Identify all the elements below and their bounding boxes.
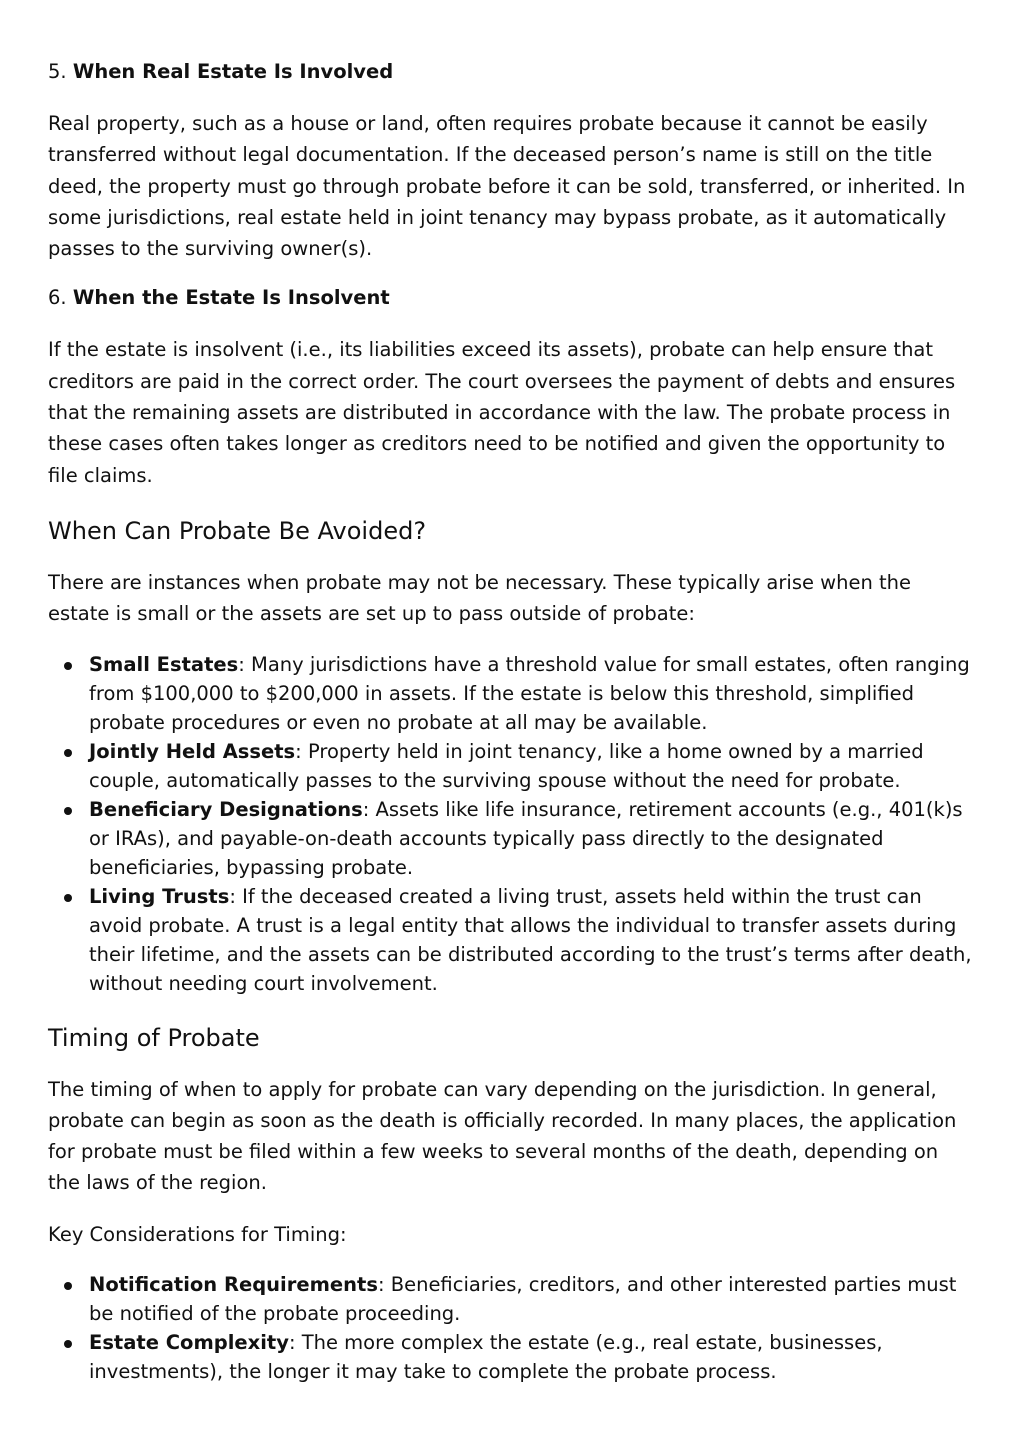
list-item-term: Small Estates [89, 652, 239, 676]
timing-body: The timing of when to apply for probate can vary depending on the jurisdiction. In general, probate can begin as soon as the death is officially recorded. In many places, the application for probate must be filed within a few weeks to several months of the death, depending on the laws of the region. [48, 1077, 957, 1195]
bullet-icon [64, 1282, 72, 1290]
section-6-heading [48, 284, 976, 312]
list-item [48, 1328, 976, 1386]
avoid-intro: There are instances when probate may not be necessary. These typically arise when the estate is small or the assets are set up to pass outside of probate: [48, 570, 912, 626]
section-6-number: 6. [48, 286, 67, 310]
list-item [48, 882, 976, 998]
list-item [48, 737, 976, 795]
section-5-body: Real property, such as a house or land, often requires probate because it cannot be easily transferred without legal documentation. If the deceased person’s name is still on the title deed, the property must go through probate before it can be sold, transferred, or inherited. In some jurisdictions, real estate held in joint tenancy may bypass probate, as it automatically passes to the surviving owner(s). [48, 112, 966, 261]
list-item-term: Beneficiary Designations [89, 797, 363, 821]
timing-list [48, 1270, 976, 1386]
bullet-icon [64, 662, 72, 670]
timing-heading: Timing of Probate [48, 1023, 260, 1052]
list-item-term: Notification Requirements [89, 1273, 378, 1297]
bullet-icon [64, 1340, 72, 1348]
list-item-text: : The more complex the estate (e.g., real estate, businesses, investments), the longer it may take to complete the probate process. [89, 1331, 883, 1384]
avoid-heading: When Can Probate Be Avoided? [48, 516, 427, 545]
list-item-text: : If the deceased created a living trust, assets held within the trust can avoid probate. A trust is a legal entity that allows the individual to transfer assets during their lifetime, and the assets can be distributed according to the trust’s terms after death, without needing court involvement. [89, 884, 972, 995]
list-item [48, 795, 976, 882]
section-5-number: 5. [48, 60, 67, 83]
avoid-list [48, 650, 976, 998]
list-item-text: : Many jurisdictions have a threshold value for small estates, often ranging from $100,000 to $200,000 in assets. If the estate is below this threshold, simplified probate procedures or even no probate at all may be available. [89, 652, 970, 734]
list-item [48, 1270, 976, 1328]
bullet-icon [64, 807, 72, 815]
list-item-term: Jointly Held Assets [89, 739, 296, 763]
section-6-body: If the estate is insolvent (i.e., its liabilities exceed its assets), probate can help ensure that creditors are paid in the correct order. The court oversees the payment of debts and ensures that the remaining assets are distributed in accordance with the law. The probate process in these cases often takes longer as creditors need to be notified and given the opportunity to file claims. [48, 338, 956, 487]
list-item-text: : Property held in joint tenancy, like a home owned by a married couple, automatically passes to the surviving spouse without the need for probate. [89, 739, 924, 792]
bullet-icon [64, 894, 72, 902]
section-5-title: When Real Estate Is Involved [72, 60, 394, 83]
list-item-term: Estate Complexity [89, 1331, 289, 1355]
section-5-heading [48, 58, 976, 86]
bullet-icon [64, 749, 72, 757]
list-item-text: : Beneficiaries, creditors, and other interested parties must be notified of the probate proceeding. [89, 1273, 957, 1326]
timing-key-label: Key Considerations for Timing: [48, 1222, 347, 1246]
list-item-text: : Assets like life insurance, retirement accounts (e.g., 401(k)s or IRAs), and payable-on-death accounts typically pass directly to the designated beneficiaries, bypassing probate. [89, 797, 963, 879]
section-6-title: When the Estate Is Insolvent [72, 286, 390, 310]
list-item-term: Living Trusts [89, 884, 230, 908]
list-item [48, 650, 976, 737]
